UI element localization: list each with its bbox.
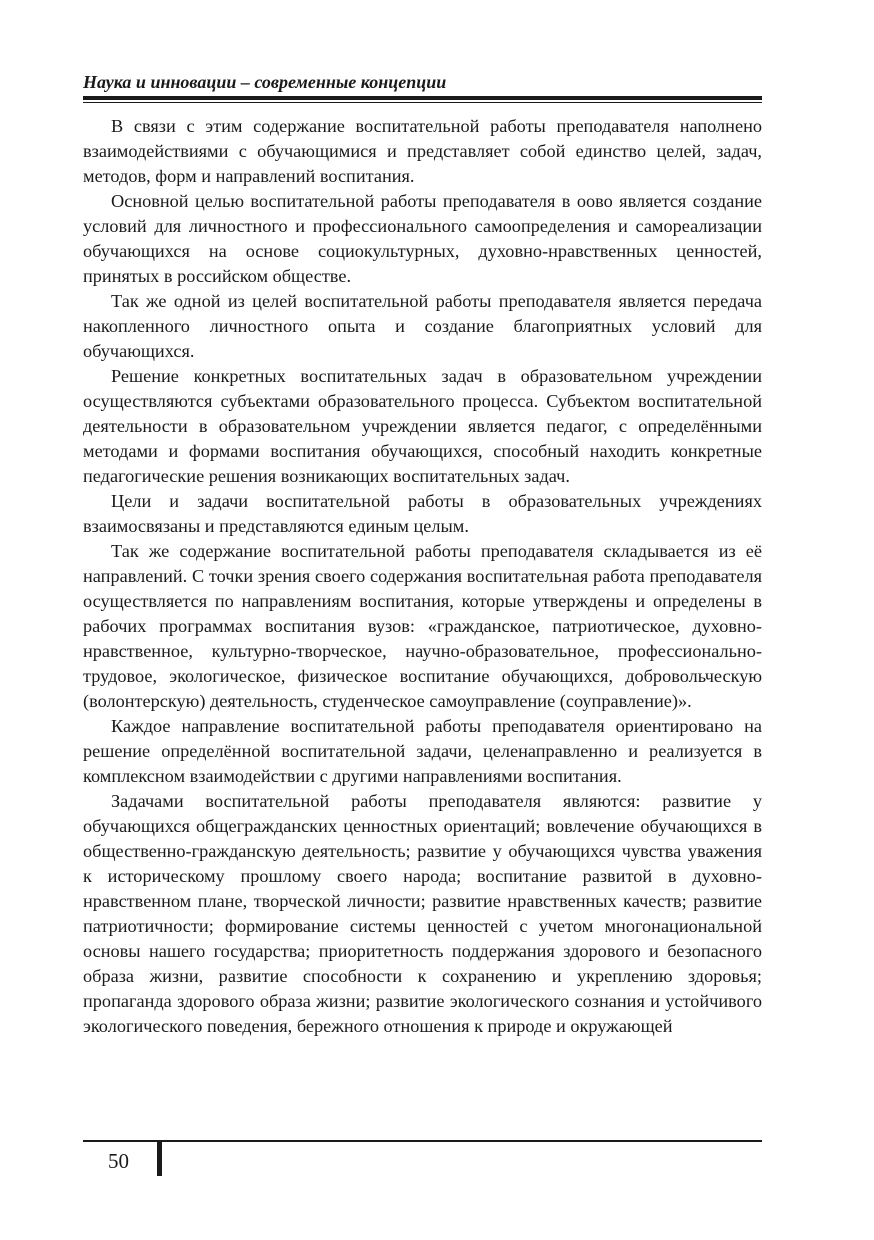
header-rule-thick — [83, 96, 762, 100]
paragraph-2: Основной целью воспитательной работы преподавателя в оово является создание условий для личностного и профессионального самоопределения и самореализации обучающихся на основе социокультурных, духовно-нравственных ценностей, принятых в российском обществе. — [83, 191, 762, 286]
paragraph-5: Цели и задачи воспитательной работы в образовательных учреждениях взаимосвязаны и представляются единым целым. — [83, 491, 762, 536]
main-text — [83, 114, 762, 1039]
footer-rule — [83, 1140, 762, 1142]
running-title: Наука и инновации – современные концепции — [83, 72, 447, 92]
header-rule-thin — [83, 102, 762, 103]
paragraph-4: Решение конкретных воспитательных задач в образовательном учреждении осуществляются субъектами образовательного процесса. Субъектом воспитательной деятельности в образовательном учреждении является педагог, с определёнными методами и формами воспитания обучающихся, способный находить конкретные педагогические решения возникающих воспитательных задач. — [83, 366, 762, 486]
paragraph-3: Так же одной из целей воспитательной работы преподавателя является передача накопленного личностного опыта и создание благоприятных условий для обучающихся. — [83, 291, 762, 361]
paragraph-1: В связи с этим содержание воспитательной работы преподавателя наполнено взаимодействиями с обучающимися и представляет собой единство целей, задач, методов, форм и направлений воспитания. — [83, 116, 762, 186]
paragraph-6: Так же содержание воспитательной работы преподавателя складывается из её направлений. С точки зрения своего содержания воспитательная работа преподавателя осуществляется по направлениям воспитания, которые утверждены и определены в рабочих программах воспитания вузов: «гражданское, патриотическое, духовно-нравственное, культурно-творческое, научно-образовательное, профессионально-трудовое, экологическое, физическое воспитание обучающихся, добровольческую (волонтерскую) деятельность, студенческое самоуправление (соуправление)». — [83, 541, 762, 711]
page-number: 50 — [108, 1149, 129, 1173]
paragraph-8: Задачами воспитательной работы преподавателя являются: развитие у обучающихся общегражданских ценностных ориентаций; вовлечение обучающихся в общественно-гражданскую деятельность; развитие у обучающихся чувства уважения к историческому прошлому своего народа; воспитание развитой в духовно-нравственном плане, творческой личности; развитие нравственных качеств; развитие патриотичности; формирование системы ценностей с учетом многонациональной основы нашего государства; приоритетность поддержания здорового и безопасного образа жизни, развитие способности к сохранению и укреплению здоровья; пропаганда здорового образа жизни; развитие экологического сознания и устойчивого экологического поведения, бережного отношения к природе и окружающей — [83, 791, 762, 1036]
paragraph-7: Каждое направление воспитательной работы преподавателя ориентировано на решение определённой воспитательной задачи, целенаправленно и реализуется в комплексном взаимодействии с другими направлениями воспитания. — [83, 716, 762, 786]
footer-bar — [157, 1142, 162, 1176]
